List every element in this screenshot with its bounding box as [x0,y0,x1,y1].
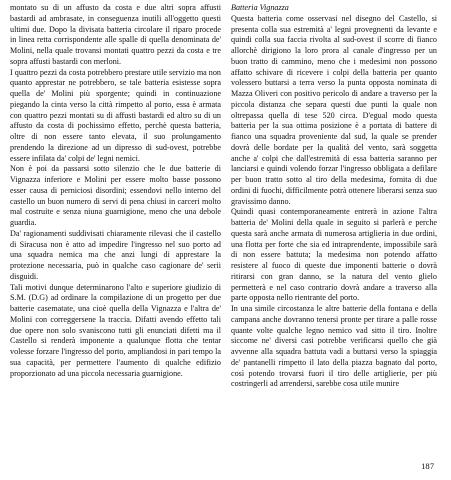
right-paragraph-3: In una simile circostanza le altre batterie della fontana e della campana anche dovranno tenersi pronte per tirare a palle rosse quante volte qualche legno nemico vad sitto il tiro. Inoltre siccome ne' diversi casi potrebbe verificarsi quello che già avvenne alla squadra battuta vadi a buttarsi verso la spiaggia de' pantanelli rimpetto il lato della piazza bagnato dal porto, così potendo trovarsi fuori il tiro delle artiglierie, per più costringerli ad arrendersi, sarebbe cosa utile munire [231,304,437,389]
right-column [231,3,437,390]
right-paragraph-2: Quindi quasi contemporaneamente entrerà in azione l'altra batteria de' Molini della quale in seguito si parlerà e perche questa sarà anche armata di numerosa artiglieria in due ordini, una flotta per forte che sia ed intraprendente, impossibile sarà di non essere battuta; la medesima non potendo affatto resistere al fuoco di queste due imponenti batterie o dovrà ritirarsi con gran danno, se la natura del vento glielo permetterà e nel caso contrario dovrà andare a traverso alla parte opposta nello rientrante del porto. [231,207,437,303]
section-title: Batteria Vignazza [231,3,289,12]
left-paragraph-1: montato su di un affusto da costa e due altri sopra affusti bastardi ad ambrasate, in conseguenza inutili all'oggetto questi ultimi due. Dopo la divisata batteria circolare il riparo procede in linea retta corrispondente alle spalle di quella denominata de' Molini, nella quale trovansi montati quattro pezzi da costa e tre sopra affusti bastardi con merloni. [10,3,221,66]
left-paragraph-3: Non è poi da passarsi sotto silenzio che le due batterie di Vignazza inferiore e Molini per essere molto basse possono esser causa di perniciosi disordini; essendovi nello interno del castello un buon numero di servi di pena chiusi in carceri molto mal costruite e senza niuna guarnigione, meno che una debole guardia. [10,164,221,227]
right-paragraph-1: Questa batteria come osservasi nel disegno del Castello, si presenta colla sua estremità a' legni provegnenti da levante e quindi colla sua faccia rivolta al sud-ovest il scorre di fianco allorchè dirigiono la loro prora al canale d'ingresso per un buon tratto di cammino, meno che i medesimi non possono affatto schivare di ricevere i colpi della batteria per quanto volessero buttarsi a terra verso la punta opposta nominata di Mazza Oliveri con positivo pericolo di andare a traverso per la piccola distanza che separa questi due punti la quale non oltrepassa quella di tese 520 circa. D'egual modo questa batteria per la sua ottima posizione è a portata di battere di fianco una squadra proveniente dal sud, la quale se prender dovrà delle bordate per la qualità del vento, sarà soggetta anche a' colpi che dall'estremità di essa batteria saranno per lanciarsi e quindi volendo forzar l'ingresso obbligata a defilare per buon tratto sotto al tiro della medesima, fornita di due ordini di fuochi, difficilmente potrà ottenere liberarsi senza suo gravissimo danno. [231,13,437,206]
left-paragraph-4: Da' ragionamenti suddivisati chiaramente rilevasi che il castello di Siracusa non è atto ad impedire l'ingresso nel suo porto ad una squadra nemica ma che anzi lungi di apprestare la protezione necessaria, può in qualche caso cagionare de' serii disguidi. [10,228,221,281]
left-paragraph-2: I quattro pezzi da costa potrebbero prestare utile servizio ma non quanto apprestar ne potrebbero, se tale batteria esistesse sopra quella de' Molini più sporgente; quindi in continuazione piegando la cinta verso la città rimpetto al porto, essa è armata con quattro pezzi montati su di affusti bastardi ed altro su di un affusto da costa di pochissimo effetto, perchè questa batteria, oltre di non essere tanto elevata, il suo prolungamento prendendo la direzione ad un dipresso di sud-ovest, potrebbe essere infilata da' colpi de' legni nemici. [10,67,221,163]
left-column [10,3,221,379]
page-number: 187 [421,461,434,471]
left-paragraph-5: Tali motivi dunque determinarono l'alto e superiore giudizio di S.M. (D.G) ad ordinare la compilazione di un progetto per due batterie casematate, una cioè quella della Vignazza e l'altra de' Molini con correggersene la traccia. Difatti avendo effetto tali due opere non solo svaniscono tutti gli enunciati difetti ma il Castello si renderà imponente a qualunque flotta che tentar volesse forzare l'ingresso del porto, ampliandosi in pari tempo la sua capacità, per permettere l'aumento di qualche edifizio proporzionato ad una piccola necessaria guarnigione. [10,282,221,378]
